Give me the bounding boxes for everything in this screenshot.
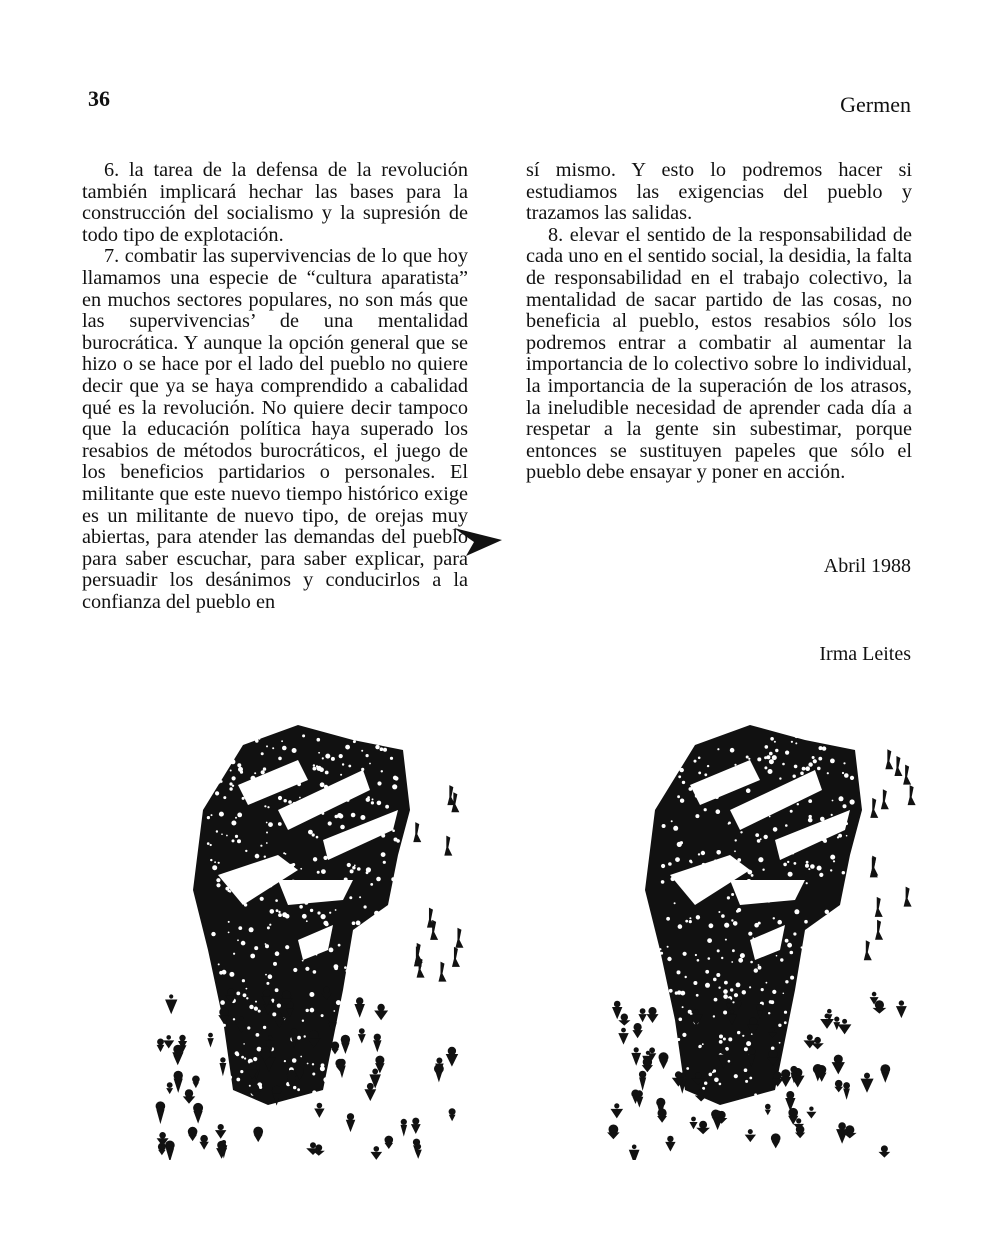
pointer-arrow-icon [452, 520, 504, 558]
author-signoff: Irma Leites [819, 643, 911, 665]
paragraph: sí mismo. Y esto lo podremos hacer si estudiamos las exigencias del pueblo y trazamos las salidas. [526, 159, 912, 225]
date-signoff: Abril 1988 [823, 555, 911, 577]
paragraph: 7. combatir las supervivencias de lo que hoy llamamos una especie de “cultura aparatista” en muchos sectores populares, no son más que las supervivencias’ de una mentalidad burocrática. Y aunque la opción general que se hizo o se hace por el lado del pueblo no quiere decir que ya se haya comprendido a cabalidad qué es la revolución. No quiere decir tampoco que la educación política haya superado los resabios de métodos burocráticos, el juego de los beneficios partidarios o personales. El militante que este nuevo tiempo histórico exige es un militante de nuevo tipo, de orejas muy abiertas, para atender las demandas del pueblo para saber escuchar, para saber explicar, para persuadir los desánimos y conducirlos a la confianza del pueblo en [82, 245, 468, 613]
paragraph: 6. la tarea de la defensa de la revolución también implicará hechar las bases para la construcción del socialismo y la supresión de todo tipo de explotación. [82, 159, 468, 246]
running-header: Germen [840, 92, 911, 117]
left-column [82, 160, 468, 613]
right-column [526, 160, 912, 484]
raised-fist-crowd-icon [148, 690, 478, 1160]
paragraph: 8. elevar el sentido de la responsabilidad de cada uno en el sentido social, la desidia, la falta de responsabilidad en el trabajo colectivo, la mentalidad de sacar partido de las cosas, no beneficia al pueblo, estos resabios sólo los podremos entrar a combatir al aumentar la importancia de lo colectivo sobre lo individual, la importancia de la superación de los atrasos, la ineludible necesidad de aprender cada día a respetar a la gente sin subestimar, porque entonces se sustituyen papeles que sólo el pueblo debe ensayar y poner en acción. [526, 223, 912, 484]
raised-fist-crowd-icon [600, 690, 930, 1160]
page-number: 36 [88, 86, 110, 111]
